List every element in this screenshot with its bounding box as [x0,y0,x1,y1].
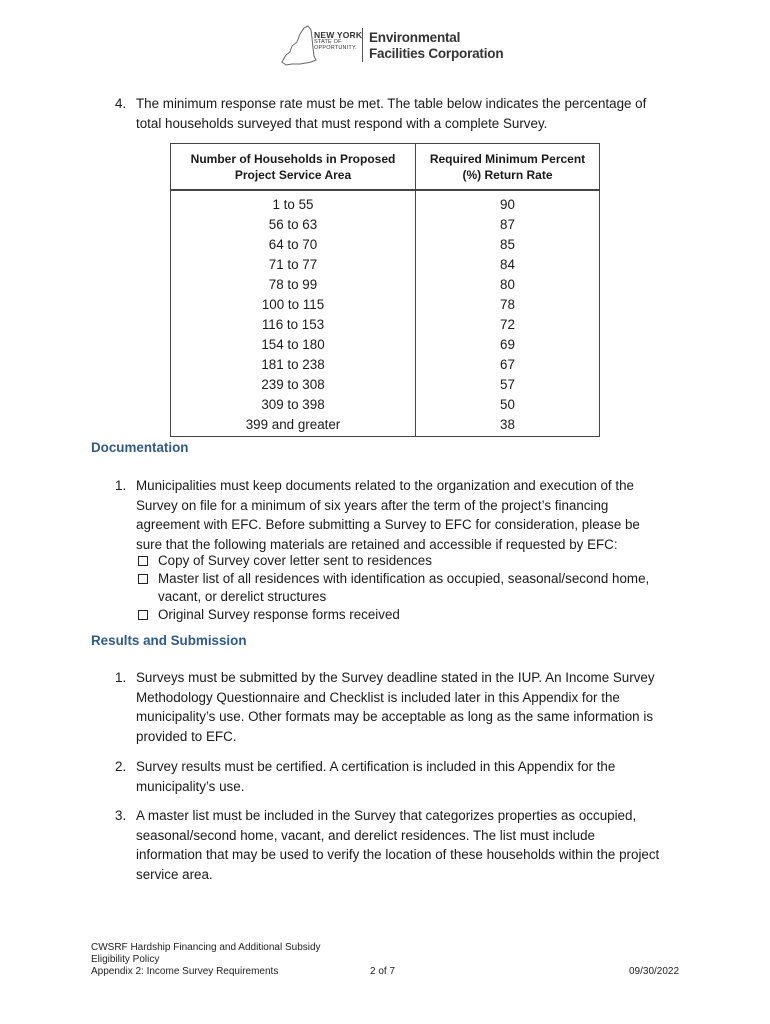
checklist-item [137,552,432,570]
results-item2-number: 2. [115,759,127,774]
logo-divider [362,28,363,62]
table-row [171,295,600,315]
checklist-item-label: Copy of Survey cover letter sent to residences [158,553,432,568]
results-item1-line4: provided to EFC. [136,728,237,744]
results-item3-line4: service area. [136,866,213,882]
response-rate-table [170,143,600,437]
table-row [171,375,600,395]
table-row [171,355,600,375]
results-item3-number: 3. [115,808,127,823]
results-item3-line3: information that may be used to verify the location of these households within the project [136,847,660,862]
percent-cell: 38 [416,415,600,437]
results-item2-line2: municipality’s use. [136,778,245,794]
results-item1-text [136,668,655,746]
results-item1-line1: Surveys must be submitted by the Survey deadline stated in the IUP. An Income Survey [136,670,655,685]
table-row [171,235,600,255]
checklist-item-label: Master list of all residences with identification as occupied, seasonal/second home, [158,571,650,586]
percent-cell: 50 [416,395,600,415]
footer-line3: Appendix 2: Income Survey Requirements [91,966,279,977]
percent-cell: 72 [416,315,600,335]
efc-wordmark [369,30,503,62]
footer-line2: Eligibility Policy [91,954,160,965]
households-cell: 64 to 70 [171,235,416,255]
percent-cell: 84 [416,255,600,275]
percent-cell: 90 [416,190,600,215]
results-item3-line1: A master list must be included in the Survey that categorizes properties as occupied, [136,808,637,823]
table-row [171,395,600,415]
checklist-item [137,606,400,624]
checklist-item [137,570,649,588]
results-item1-line3: municipality’s use. Other formats may be acceptable as long as the same information is [136,709,654,724]
item4-line1: The minimum response rate must be met. The table below indicates the percentage of [136,96,647,111]
col1-header [171,144,416,191]
results-item1-line2: Methodology Questionnaire and Checklist is included later in this Appendix for the [136,689,620,705]
table-row [171,215,600,235]
households-cell: 56 to 63 [171,215,416,235]
households-cell: 100 to 115 [171,295,416,315]
results-heading: Results and Submission [91,633,247,648]
nys-line2: STATE OF [314,39,342,45]
nys-line1: NEW YORK [314,30,363,40]
households-cell: 309 to 398 [171,395,416,415]
percent-cell: 85 [416,235,600,255]
col2-header-line1: Required Minimum Percent [429,152,586,166]
households-cell: 399 and greater [171,415,416,437]
results-item1-number: 1. [115,670,127,685]
table-row [171,335,600,355]
households-cell: 154 to 180 [171,335,416,355]
table-row [171,415,600,437]
doc-item1-text [136,476,640,554]
doc-item1-number: 1. [115,478,127,493]
col2-header-line2: (%) Return Rate [462,168,553,182]
results-item2-text [136,757,615,796]
households-cell: 181 to 238 [171,355,416,375]
org-line1: Environmental [369,30,461,45]
documentation-heading: Documentation [91,440,189,455]
percent-cell: 87 [416,215,600,235]
item4-number: 4. [115,96,127,111]
doc-item1-line2: Survey on file for a minimum of six years after the term of the project’s financing [136,497,609,513]
checklist-item-continuation: vacant, or derelict structures [158,589,327,604]
col1-header-line2: Project Service Area [234,168,352,182]
households-cell: 116 to 153 [171,315,416,335]
households-cell: 1 to 55 [171,190,416,215]
results-item2-line1: Survey results must be certified. A certification is included in this Appendix for the [136,759,616,774]
checklist-item-label: Original Survey response forms received [158,607,400,622]
footer-page-number: 2 of 7 [370,966,396,977]
percent-cell: 57 [416,375,600,395]
table-header-row [171,144,600,191]
table-row [171,275,600,295]
percent-cell: 80 [416,275,600,295]
checkbox-icon [138,610,148,620]
percent-cell: 67 [416,355,600,375]
households-cell: 239 to 308 [171,375,416,395]
checkbox-icon [138,556,148,566]
footer-date: 09/30/2022 [629,966,680,977]
org-line2: Facilities Corporation [369,46,504,61]
new-york-state-outline-icon [278,22,318,68]
checkbox-icon [138,574,148,584]
percent-cell: 78 [416,295,600,315]
nys-wordmark [314,31,362,51]
table-row [171,255,600,275]
results-item3-line2: seasonal/second home, vacant, and derelict residences. The list must include [136,827,596,843]
col1-header-line1: Number of Households in Proposed [190,152,396,166]
doc-item1-line3: agreement with EFC. Before submitting a Survey to EFC for consideration, please be [136,517,640,532]
efc-logo [278,22,504,68]
households-cell: 78 to 99 [171,275,416,295]
footer-line1: CWSRF Hardship Financing and Additional Subsidy [91,942,321,953]
item4-text [136,94,646,133]
item4-line2: total households surveyed that must respond with a complete Survey. [136,115,548,131]
col2-header [416,144,600,191]
households-cell: 71 to 77 [171,255,416,275]
nys-line3: OPPORTUNITY. [314,45,357,51]
doc-item1-line1: Municipalities must keep documents related to the organization and execution of the [136,478,634,493]
doc-item1-line4: sure that the following materials are retained and accessible if requested by EFC: [136,536,618,552]
footer-document-title [91,942,321,978]
percent-cell: 69 [416,335,600,355]
table-row [171,190,600,215]
results-item3-text [136,806,659,884]
table-row [171,315,600,335]
